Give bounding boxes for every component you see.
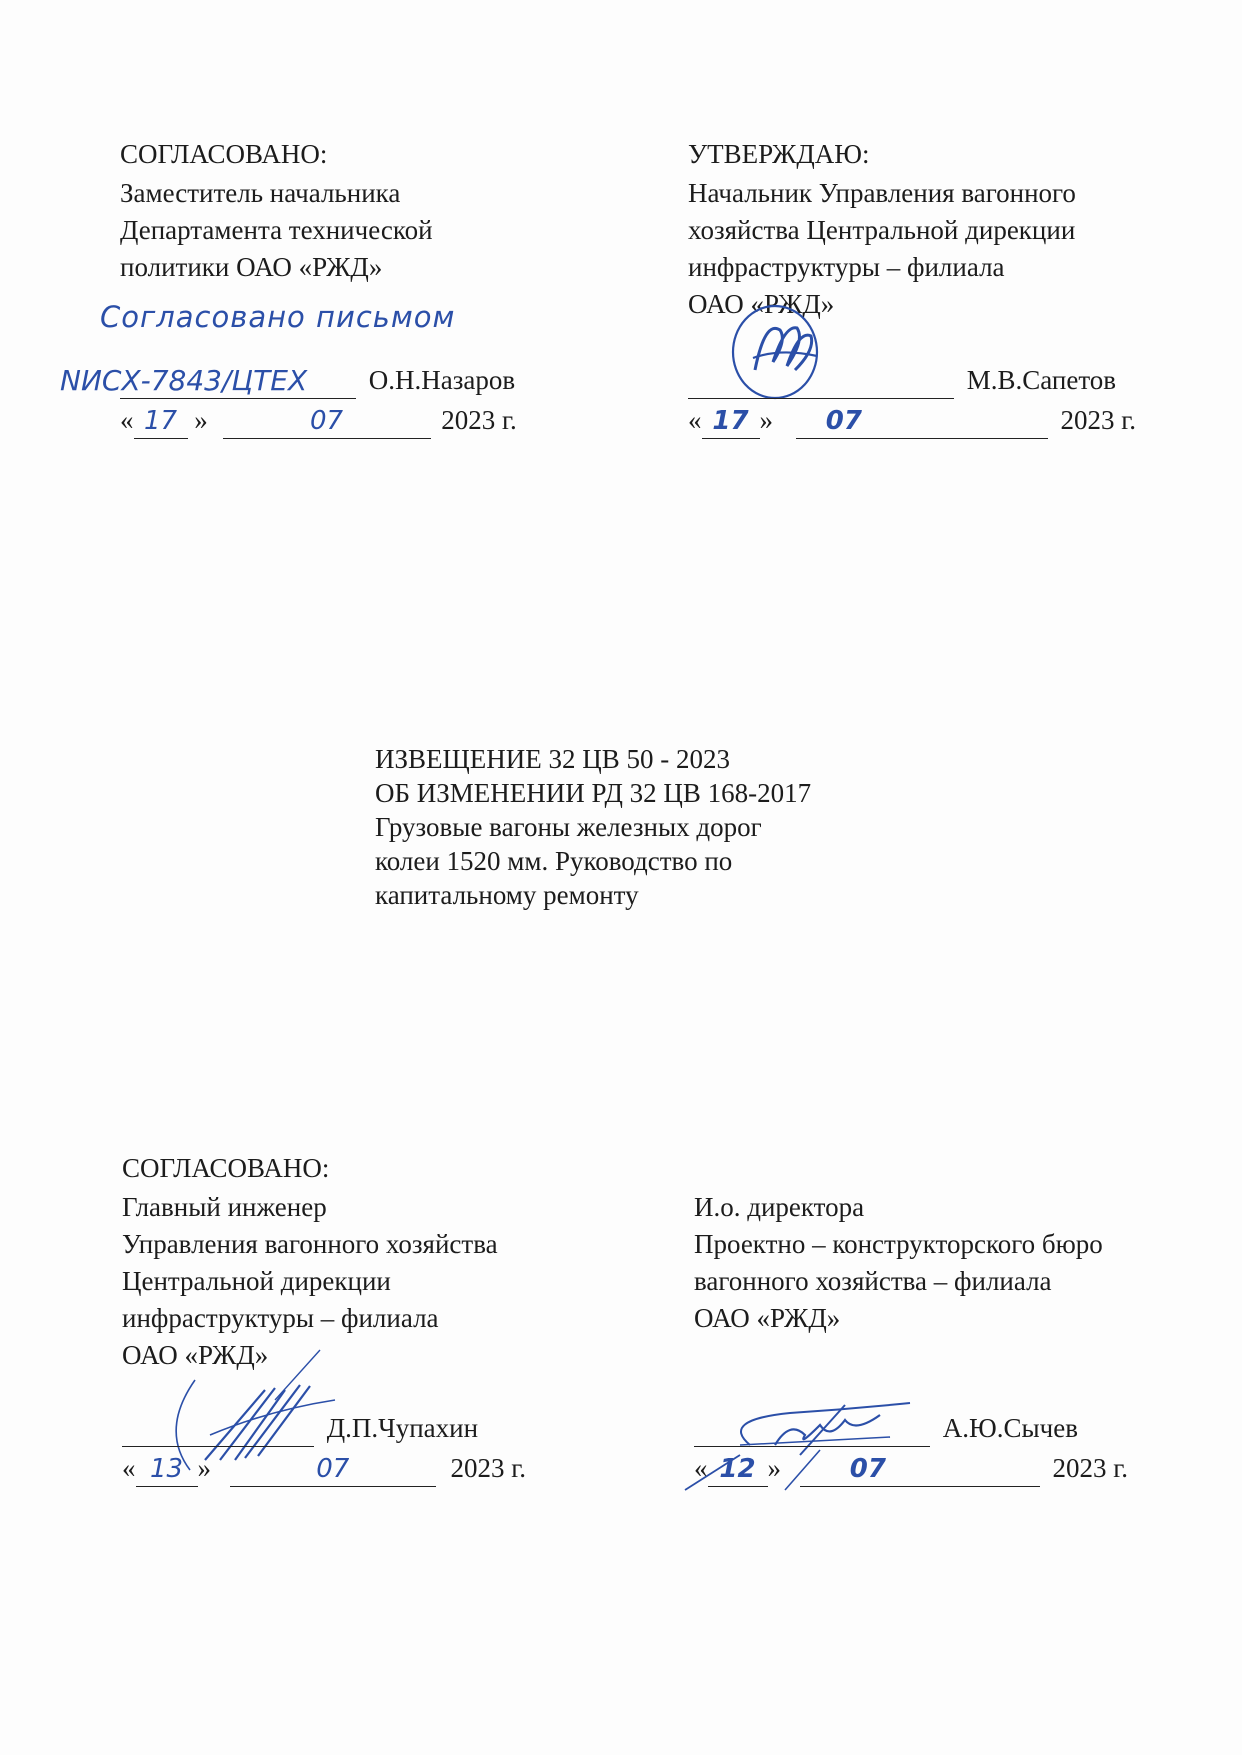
signer-name: А.Ю.Сычев bbox=[942, 1413, 1078, 1443]
day-value: 17 bbox=[143, 406, 178, 436]
position-line-4: ОАО «РЖД» bbox=[688, 289, 835, 319]
title-line-1: ИЗВЕЩЕНИЕ 32 ЦВ 50 - 2023 bbox=[375, 744, 730, 774]
position-line-5: ОАО «РЖД» bbox=[122, 1340, 269, 1370]
signature-row bbox=[60, 362, 517, 399]
date-row bbox=[694, 1450, 1128, 1487]
position-line-3: политики ОАО «РЖД» bbox=[120, 252, 383, 282]
day-field bbox=[134, 408, 188, 439]
position-line-1: Начальник Управления вагонного bbox=[688, 178, 1076, 208]
signature-line bbox=[60, 364, 356, 399]
date-row bbox=[122, 1450, 526, 1487]
heading-utverzhdayu: УТВЕРЖДАЮ: bbox=[688, 139, 870, 169]
signature-line bbox=[694, 1416, 930, 1447]
day-value: 13 bbox=[149, 1454, 184, 1484]
approval-block-top-left bbox=[120, 136, 433, 286]
signature-row bbox=[688, 362, 1136, 399]
position-line-4: инфраструктуры – филиала bbox=[122, 1303, 439, 1333]
day-value: 12 bbox=[719, 1454, 756, 1484]
month-value: 07 bbox=[316, 1454, 350, 1484]
day-field bbox=[708, 1456, 768, 1487]
title-line-2: ОБ ИЗМЕНЕНИИ РД 32 ЦВ 168-2017 bbox=[375, 778, 812, 808]
position-line-2: хозяйства Центральной дирекции bbox=[688, 215, 1076, 245]
signer-name: М.В.Сапетов bbox=[966, 365, 1117, 395]
position-line-2: Департамента технической bbox=[120, 215, 433, 245]
signature-row bbox=[122, 1410, 526, 1447]
month-field bbox=[223, 408, 431, 439]
position-line-2: Проектно – конструкторского бюро bbox=[694, 1229, 1103, 1259]
quote-close: » bbox=[767, 1453, 781, 1483]
signature-block-bottom-right bbox=[694, 1410, 1128, 1487]
title-line-4: колеи 1520 мм. Руководство по bbox=[375, 846, 733, 876]
signature-line bbox=[122, 1416, 314, 1447]
quote-close: » bbox=[187, 405, 208, 435]
position-line-4: ОАО «РЖД» bbox=[694, 1303, 841, 1333]
month-field bbox=[796, 408, 1048, 439]
month-field bbox=[230, 1456, 436, 1487]
year-text: 2023 г. bbox=[1052, 1453, 1129, 1483]
handwritten-ref: NИСХ-7843/ЦТЕХ bbox=[60, 364, 308, 397]
position-line-3: вагонного хозяйства – филиала bbox=[694, 1266, 1052, 1296]
position-line-2: Управления вагонного хозяйства bbox=[122, 1229, 498, 1259]
title-line-3: Грузовые вагоны железных дорог bbox=[375, 812, 762, 842]
position-line-3: инфраструктуры – филиала bbox=[688, 252, 1005, 282]
day-value: 17 bbox=[712, 406, 749, 436]
quote-close: » bbox=[759, 405, 773, 435]
date-row bbox=[120, 402, 517, 439]
signature-row bbox=[694, 1410, 1128, 1447]
signature-block-top-right bbox=[688, 362, 1136, 439]
signer-name: О.Н.Назаров bbox=[368, 365, 516, 395]
signature-block-top-left bbox=[60, 362, 517, 439]
approval-block-top-right bbox=[688, 136, 1076, 323]
heading-soglasovano: СОГЛАСОВАНО: bbox=[122, 1153, 330, 1183]
signature-line bbox=[688, 368, 954, 399]
quote-open: « bbox=[688, 405, 702, 435]
heading-soglasovano: СОГЛАСОВАНО: bbox=[120, 139, 328, 169]
year-text: 2023 г. bbox=[450, 1453, 527, 1483]
quote-open: « bbox=[122, 1453, 136, 1483]
approval-block-bottom-right bbox=[694, 1189, 1103, 1337]
title-line-5: капитальному ремонту bbox=[375, 880, 639, 910]
handwritten-note: Согласовано письмом bbox=[100, 300, 456, 334]
quote-open: « bbox=[694, 1453, 708, 1483]
signer-name: Д.П.Чупахин bbox=[326, 1413, 479, 1443]
position-line-1: И.о. директора bbox=[694, 1192, 865, 1222]
day-field bbox=[702, 408, 760, 439]
date-row bbox=[688, 402, 1136, 439]
signature-block-bottom-left bbox=[122, 1410, 526, 1487]
position-line-1: Главный инженер bbox=[122, 1192, 327, 1222]
month-value: 07 bbox=[825, 406, 862, 436]
position-line-3: Центральной дирекции bbox=[122, 1266, 391, 1296]
year-text: 2023 г. bbox=[1060, 405, 1137, 435]
position-line-1: Заместитель начальника bbox=[120, 178, 401, 208]
day-field bbox=[136, 1456, 198, 1487]
month-value: 07 bbox=[849, 1454, 886, 1484]
quote-close: » bbox=[197, 1453, 211, 1483]
quote-open: « bbox=[120, 405, 134, 435]
month-value: 07 bbox=[309, 406, 344, 436]
year-text: 2023 г. bbox=[441, 405, 517, 435]
document-title bbox=[375, 742, 811, 912]
month-field bbox=[800, 1456, 1040, 1487]
